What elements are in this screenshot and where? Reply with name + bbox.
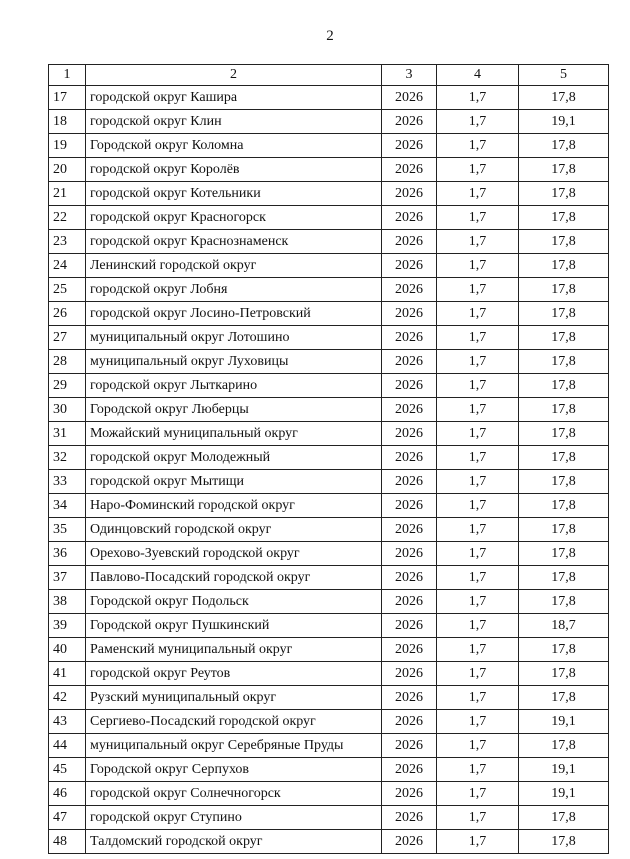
row-number: 44 (49, 734, 86, 758)
district-name: Городской округ Пушкинский (86, 614, 382, 638)
table-row (49, 782, 609, 806)
value-col-5: 17,8 (519, 158, 609, 182)
table-row (49, 374, 609, 398)
column-header-5: 5 (519, 65, 609, 86)
row-number: 39 (49, 614, 86, 638)
table-row (49, 398, 609, 422)
row-number: 36 (49, 542, 86, 566)
value-col-5: 17,8 (519, 326, 609, 350)
row-number: 18 (49, 110, 86, 134)
table-row (49, 806, 609, 830)
value-col-5: 17,8 (519, 278, 609, 302)
column-header-3: 3 (382, 65, 437, 86)
year-value: 2026 (382, 110, 437, 134)
value-col-5: 17,8 (519, 734, 609, 758)
row-number: 34 (49, 494, 86, 518)
value-col-4: 1,7 (437, 398, 519, 422)
district-name: муниципальный округ Луховицы (86, 350, 382, 374)
value-col-5: 17,8 (519, 470, 609, 494)
district-name: городской округ Лобня (86, 278, 382, 302)
row-number: 22 (49, 206, 86, 230)
value-col-4: 1,7 (437, 518, 519, 542)
value-col-5: 17,8 (519, 638, 609, 662)
row-number: 37 (49, 566, 86, 590)
district-name: Можайский муниципальный округ (86, 422, 382, 446)
year-value: 2026 (382, 302, 437, 326)
year-value: 2026 (382, 254, 437, 278)
year-value: 2026 (382, 206, 437, 230)
district-name: городской округ Лосино-Петровский (86, 302, 382, 326)
district-name: Городской округ Люберцы (86, 398, 382, 422)
row-number: 24 (49, 254, 86, 278)
data-table (48, 64, 609, 854)
year-value: 2026 (382, 638, 437, 662)
value-col-4: 1,7 (437, 470, 519, 494)
district-name: городской округ Молодежный (86, 446, 382, 470)
row-number: 25 (49, 278, 86, 302)
row-number: 26 (49, 302, 86, 326)
district-name: Рузский муниципальный округ (86, 686, 382, 710)
table-row (49, 86, 609, 110)
table-row (49, 518, 609, 542)
district-name: муниципальный округ Серебряные Пруды (86, 734, 382, 758)
row-number: 27 (49, 326, 86, 350)
value-col-4: 1,7 (437, 590, 519, 614)
table-row (49, 638, 609, 662)
value-col-5: 17,8 (519, 398, 609, 422)
district-name: Сергиево-Посадский городской округ (86, 710, 382, 734)
table-row (49, 590, 609, 614)
value-col-5: 19,1 (519, 782, 609, 806)
value-col-5: 17,8 (519, 806, 609, 830)
district-name: Павлово-Посадский городской округ (86, 566, 382, 590)
row-number: 45 (49, 758, 86, 782)
value-col-5: 17,8 (519, 494, 609, 518)
table-row (49, 614, 609, 638)
year-value: 2026 (382, 326, 437, 350)
value-col-5: 17,8 (519, 686, 609, 710)
value-col-4: 1,7 (437, 638, 519, 662)
row-number: 46 (49, 782, 86, 806)
table-row (49, 182, 609, 206)
value-col-5: 17,8 (519, 206, 609, 230)
row-number: 38 (49, 590, 86, 614)
row-number: 33 (49, 470, 86, 494)
value-col-5: 17,8 (519, 590, 609, 614)
value-col-4: 1,7 (437, 110, 519, 134)
table-row (49, 230, 609, 254)
row-number: 42 (49, 686, 86, 710)
value-col-4: 1,7 (437, 710, 519, 734)
value-col-5: 17,8 (519, 542, 609, 566)
year-value: 2026 (382, 686, 437, 710)
value-col-5: 17,8 (519, 182, 609, 206)
row-number: 29 (49, 374, 86, 398)
row-number: 23 (49, 230, 86, 254)
value-col-4: 1,7 (437, 86, 519, 110)
district-name: городской округ Солнечногорск (86, 782, 382, 806)
table-row (49, 734, 609, 758)
year-value: 2026 (382, 230, 437, 254)
year-value: 2026 (382, 158, 437, 182)
row-number: 41 (49, 662, 86, 686)
row-number: 19 (49, 134, 86, 158)
district-name: Раменский муниципальный округ (86, 638, 382, 662)
value-col-4: 1,7 (437, 686, 519, 710)
row-number: 21 (49, 182, 86, 206)
row-number: 30 (49, 398, 86, 422)
value-col-4: 1,7 (437, 326, 519, 350)
year-value: 2026 (382, 422, 437, 446)
page-number: 2 (326, 28, 334, 44)
district-name: городской округ Котельники (86, 182, 382, 206)
value-col-4: 1,7 (437, 494, 519, 518)
value-col-4: 1,7 (437, 422, 519, 446)
value-col-4: 1,7 (437, 182, 519, 206)
header-row (49, 65, 609, 86)
value-col-5: 19,1 (519, 758, 609, 782)
value-col-4: 1,7 (437, 566, 519, 590)
year-value: 2026 (382, 566, 437, 590)
table-row (49, 350, 609, 374)
year-value: 2026 (382, 494, 437, 518)
value-col-4: 1,7 (437, 446, 519, 470)
table-row (49, 542, 609, 566)
year-value: 2026 (382, 182, 437, 206)
district-name: Одинцовский городской округ (86, 518, 382, 542)
table-row (49, 134, 609, 158)
year-value: 2026 (382, 590, 437, 614)
value-col-5: 17,8 (519, 254, 609, 278)
value-col-4: 1,7 (437, 206, 519, 230)
value-col-5: 17,8 (519, 422, 609, 446)
value-col-5: 17,8 (519, 830, 609, 854)
value-col-4: 1,7 (437, 278, 519, 302)
district-name: Талдомский городской округ (86, 830, 382, 854)
row-number: 35 (49, 518, 86, 542)
table-row (49, 710, 609, 734)
table-row (49, 686, 609, 710)
table-row (49, 422, 609, 446)
table-row (49, 326, 609, 350)
value-col-4: 1,7 (437, 758, 519, 782)
year-value: 2026 (382, 662, 437, 686)
district-name: городской округ Клин (86, 110, 382, 134)
year-value: 2026 (382, 518, 437, 542)
column-header-2: 2 (86, 65, 382, 86)
row-number: 43 (49, 710, 86, 734)
value-col-5: 17,8 (519, 86, 609, 110)
value-col-4: 1,7 (437, 806, 519, 830)
year-value: 2026 (382, 710, 437, 734)
year-value: 2026 (382, 350, 437, 374)
column-header-4: 4 (437, 65, 519, 86)
value-col-4: 1,7 (437, 782, 519, 806)
year-value: 2026 (382, 614, 437, 638)
district-name: Ленинский городской округ (86, 254, 382, 278)
district-name: городской округ Кашира (86, 86, 382, 110)
table-row (49, 302, 609, 326)
value-col-4: 1,7 (437, 614, 519, 638)
table-body (49, 86, 609, 854)
value-col-5: 17,8 (519, 230, 609, 254)
year-value: 2026 (382, 734, 437, 758)
year-value: 2026 (382, 470, 437, 494)
year-value: 2026 (382, 542, 437, 566)
row-number: 17 (49, 86, 86, 110)
value-col-5: 17,8 (519, 518, 609, 542)
value-col-5: 17,8 (519, 134, 609, 158)
district-name: Городской округ Подольск (86, 590, 382, 614)
table-row (49, 158, 609, 182)
year-value: 2026 (382, 446, 437, 470)
value-col-5: 18,7 (519, 614, 609, 638)
district-name: муниципальный округ Лотошино (86, 326, 382, 350)
value-col-4: 1,7 (437, 374, 519, 398)
year-value: 2026 (382, 806, 437, 830)
year-value: 2026 (382, 782, 437, 806)
row-number: 28 (49, 350, 86, 374)
value-col-4: 1,7 (437, 542, 519, 566)
district-name: Наро-Фоминский городской округ (86, 494, 382, 518)
table-row (49, 662, 609, 686)
value-col-4: 1,7 (437, 830, 519, 854)
table-row (49, 758, 609, 782)
value-col-4: 1,7 (437, 662, 519, 686)
table-header (49, 65, 609, 86)
table-row (49, 566, 609, 590)
row-number: 48 (49, 830, 86, 854)
value-col-4: 1,7 (437, 734, 519, 758)
value-col-5: 17,8 (519, 566, 609, 590)
district-name: городской округ Краснознаменск (86, 230, 382, 254)
value-col-5: 17,8 (519, 302, 609, 326)
value-col-4: 1,7 (437, 350, 519, 374)
value-col-5: 17,8 (519, 374, 609, 398)
district-name: городской округ Мытищи (86, 470, 382, 494)
year-value: 2026 (382, 758, 437, 782)
row-number: 47 (49, 806, 86, 830)
table-row (49, 206, 609, 230)
value-col-4: 1,7 (437, 134, 519, 158)
value-col-5: 19,1 (519, 110, 609, 134)
district-name: Городской округ Коломна (86, 134, 382, 158)
table-row (49, 830, 609, 854)
row-number: 40 (49, 638, 86, 662)
district-name: Городской округ Серпухов (86, 758, 382, 782)
district-name: городской округ Красногорск (86, 206, 382, 230)
year-value: 2026 (382, 134, 437, 158)
value-col-4: 1,7 (437, 230, 519, 254)
row-number: 20 (49, 158, 86, 182)
value-col-5: 19,1 (519, 710, 609, 734)
row-number: 32 (49, 446, 86, 470)
table-row (49, 494, 609, 518)
value-col-5: 17,8 (519, 446, 609, 470)
table-row (49, 278, 609, 302)
district-name: городской округ Реутов (86, 662, 382, 686)
district-name: городской округ Лыткарино (86, 374, 382, 398)
district-name: Орехово-Зуевский городской округ (86, 542, 382, 566)
table-row (49, 254, 609, 278)
column-header-1: 1 (49, 65, 86, 86)
row-number: 31 (49, 422, 86, 446)
value-col-5: 17,8 (519, 662, 609, 686)
year-value: 2026 (382, 86, 437, 110)
value-col-4: 1,7 (437, 254, 519, 278)
value-col-5: 17,8 (519, 350, 609, 374)
year-value: 2026 (382, 398, 437, 422)
value-col-4: 1,7 (437, 158, 519, 182)
year-value: 2026 (382, 374, 437, 398)
table-row (49, 110, 609, 134)
table-row (49, 446, 609, 470)
year-value: 2026 (382, 278, 437, 302)
district-name: городской округ Королёв (86, 158, 382, 182)
table-row (49, 470, 609, 494)
value-col-4: 1,7 (437, 302, 519, 326)
district-name: городской округ Ступино (86, 806, 382, 830)
year-value: 2026 (382, 830, 437, 854)
